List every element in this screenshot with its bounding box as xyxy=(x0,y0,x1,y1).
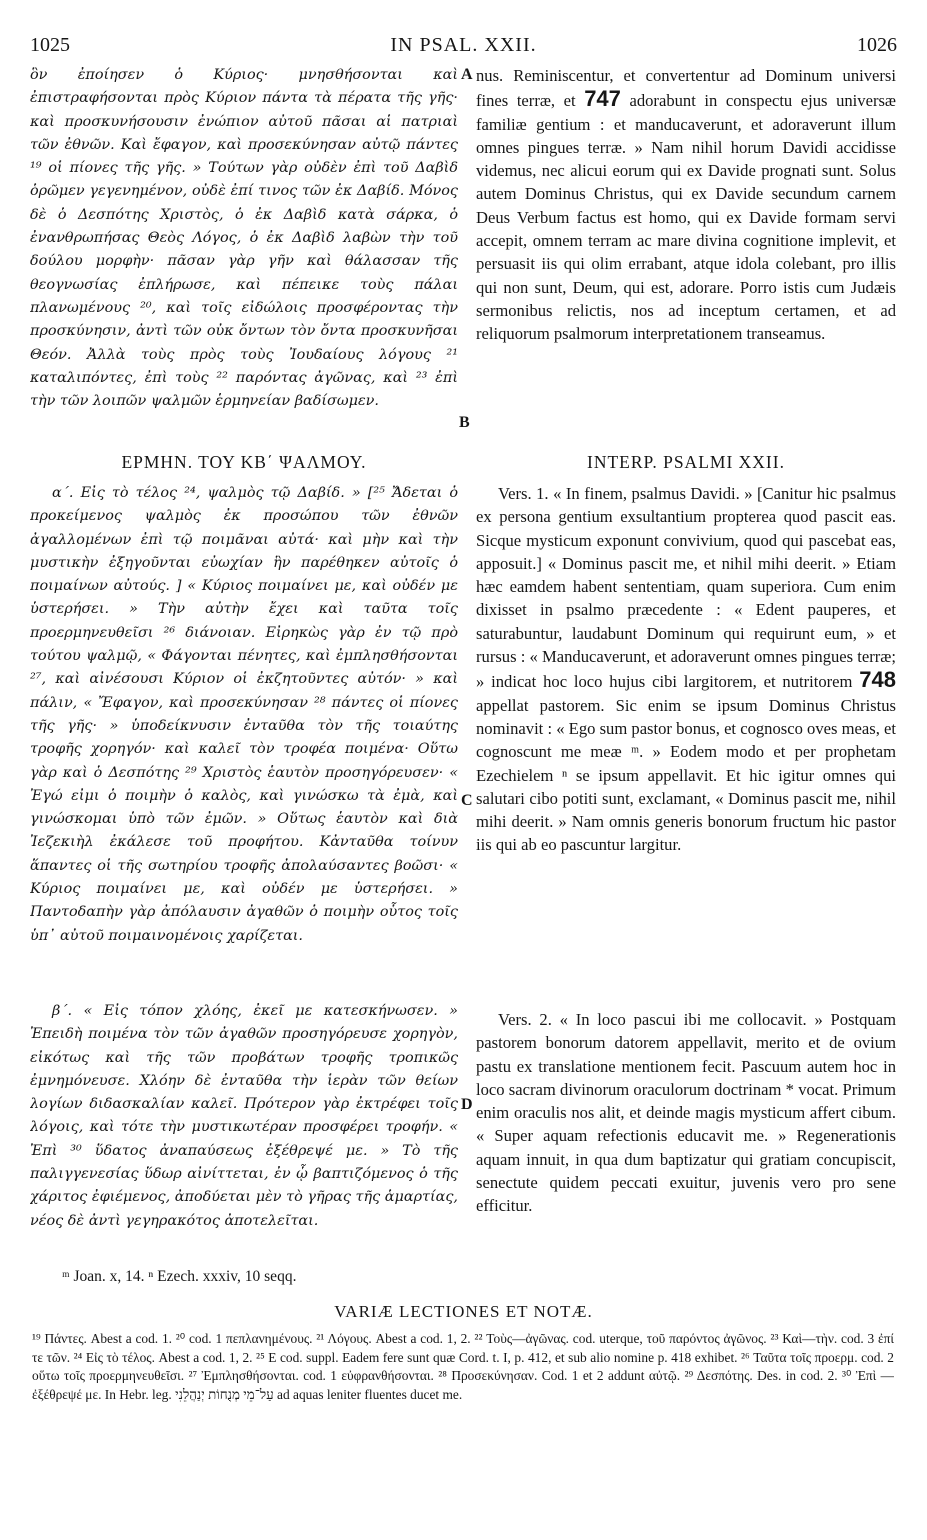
variant-notes-text: ¹⁹ Πάντες. Abest a cod. 1. ²⁰ cod. 1 πεπλανημένους. ²¹ Λόγους. Abest a cod. 1, 2. ²² Τοὺς—ἀγῶνας. cod. uterque, τοῦ παρόντος ἀγῶνος. ²³ Καὶ—τὴν. cod. 3 ἐπί τε τῶν. ²⁴ Εἰς τὸ τέλος. Abest a cod. 1, 2. ²⁵ E cod. suppl. Eadem fere sunt quæ Cord. t. I, p. 412, et sub alio nomine p. 418 exhibet. ²⁶ Ταῦτα τοῖς προερμ. cod. 2 οὕτω τοῖς προερμηνευθεῖσι. ²⁷ Ἐμπλησθήσονται. cod. 1 εὐφρανθήσονται. ²⁸ Προσεκύνησαν. Cod. 1 et 2 addunt αὐτῷ. ²⁹ Δεσπότης. Des. in cod. 2. ³⁰ Ἐπὶ — ἐξέθρεψέ με. In Hebr. leg. עַל־מֵי מְנֻחוֹת יְנַהֲלֵנִי ad aquas leniter fluentes ducet me. xyxy=(32,1331,894,1402)
latin-verse-2-text: Vers. 2. « In loco pascui ibi me collocavit. » Postquam pastorem bonorum datorem appellavit, merito et de ovium pastu ex translatione mentionem fecit. Pascuum autem hoc in loco sacram divinorum oraculorum doctrinam * vocat. Primum enim oraculis nos alit, et deinde magis mysticum affert cibum. « Super aquam refectionis educavit me. » Regenerationis aquam innuit, in qua dum baptizatur qui gratiam concupiscit, senectute quidem peccati exuitur, juvenis vero pro sene efficitur. xyxy=(476,1010,896,1216)
greek-intro xyxy=(30,64,458,448)
greek-verse-1-text: α΄. Εἰς τὸ τέλος ²⁴, ψαλμὸς τῷ Δαβίδ. » [²⁵ Ἄδεται ὁ προκείμενος ψαλμὸς ἐκ προσώπου τῶν ἐθνῶν ἀγαλλομένων ἐπὶ τῷ ποιμᾶναι αὐτά· καὶ μὴν καὶ τὴν μυστικὴν ἐξηγοῦνται εὐωχίαν ἣν παρέθηκεν αὐτοῖς ὁ ποιμαίνων αὐτούς. ] « Κύριος ποιμαίνει με, καὶ οὐδέν με ὑστερήσει. » Τὴν αὐτὴν ἔχει καὶ ταῦτα τοῖς προερμηνευθεῖσι ²⁶ διάνοιαν. Εἰρηκὼς γὰρ ἐν τῷ πρὸ τούτου ψαλμῷ, « Φάγονται πένητες, καὶ ἐμπλησθήσονται ²⁷, καὶ αἰνέσουσι Κύριον οἱ ἐκζητοῦντες αὐτόν· » καὶ πάλιν, « Ἔφαγον, καὶ προσεκύνησαν ²⁸ πάντες οἱ πίονες τῆς γῆς· » ὑποδείκνυσιν ἐνταῦθα τὸν τῆς τοιαύτης τροφῆς χορηγόν· καὶ καλεῖ τὸν τροφέα ποιμένα· Οὕτω γὰρ καὶ ὁ Δεσπότης ²⁹ Χριστὸς ἑαυτὸν προσηγόρευσεν· « Ἐγώ εἰμι ὁ ποιμὴν ὁ καλὸς, καὶ γινώσκω τὰ ἐμὰ, καὶ γινώσκομαι ὑπὸ τῶν ἐμῶν. » Οὕτως ἑαυτὸν καὶ διὰ Ἰεζεκιὴλ ἐκάλεσε τοῦ προφήτου. Κἀνταῦθα τοίνυν ἅπαντες οἱ τῆς σωτηρίου τροφῆς ἀπολαύσαντες βοῶσι· « Κύριος ποιμαίνει με, καὶ οὐδέν με ὑστερήσει. » Παντοδαπὴν γὰρ ἀπόλαυσιν ἀγαθῶν ὁ ποιμὴν οὗτος τοῖς ὑπ᾽ αὐτοῦ ποιμαινομένοις χαρίζεται. xyxy=(30,485,458,944)
running-head xyxy=(30,34,897,62)
latin-section-title: INTERP. PSALMI XXII. xyxy=(587,452,785,472)
page-number-left: 1025 xyxy=(30,34,70,56)
scripture-references: ᵐ Joan. x, 14. ⁿ Ezech. xxxiv, 10 seqq. xyxy=(62,1268,297,1285)
latin-verse-1 xyxy=(476,482,896,968)
greek-verse-2-text: β΄. « Εἰς τόπον χλόης, ἐκεῖ με κατεσκήνωσεν. » Ἐπειδὴ ποιμένα τὸν τῶν ἀγαθῶν προσηγόρευσε χορηγὸν, εἰκότως καὶ τῆς τῶν προβάτων τροφῆς τροπικῶς ἐμνημόνευσε. Χλόην δὲ ἐνταῦθα τὴν ἱερὰν τῶν θείων λογίων διδασκαλίαν καλεῖ. Πρότερον γὰρ ἐκτρέφει τοῖς λόγοις, καὶ τότε τὴν μυστικωτέραν προσφέρει τροφήν. « Ἐπὶ ³⁰ ὕδατος ἀναπαύσεως ἐξέθρεψέ με. » Τὸ τῆς παλιγγενεσίας ὕδωρ αἰνίττεται, ἐν ᾧ βαπτιζόμενος ὁ τῆς χάριτος ἐφιέμενος, ἀποδύεται μὲν τὸ γῆρας τῆς ἁμαρτίας, νέος δὲ ἀντὶ γεγηρακότος ἀποτελεῖται. xyxy=(30,1003,458,1229)
latin-intro xyxy=(476,64,896,424)
page-number-right: 1026 xyxy=(857,34,897,56)
greek-verse-1 xyxy=(30,482,458,990)
page-title: IN PSAL. XXII. xyxy=(390,34,537,56)
greek-section-title: ΕΡΜΗΝ. ΤΟΥ ΚΒ΄ ΨΑΛΜΟΥ. xyxy=(121,452,367,472)
margin-letter-d: D xyxy=(461,1096,473,1113)
latin-intro-part-a: nus. Reminiscentur, et convertentur ad Dominum universi fines terræ, et xyxy=(476,66,896,111)
greek-verse-2 xyxy=(30,1000,458,1248)
latin-verse-1-text xyxy=(476,482,896,857)
margin-letter-c: C xyxy=(461,792,473,809)
latin-verse-1-part-a: Vers. 1. « In finem, psalmus Davidi. » [Canitur hic psalmus ex persona gentium exsultantium propterea quod pascit eas. Sicque mysticum exponunt convivium, quod qui pascebat eas, apposuit.] « Dominus pascit me, et nihil mihi deerit. » Etiam hæc eamdem habent sententiam, quam superiora. Cum enim dixisset in psalmo præcedente : « Edent pauperes, et saturabuntur, laudabunt Dominum qui requirunt eum, » et rursus : « Manducaverunt, et adoraverunt omnes pingues terræ; » indicat hoc loco hujus cibi largitorem, et nutritorem xyxy=(476,484,896,692)
column-number-747: 747 xyxy=(584,86,621,112)
latin-verse-2 xyxy=(476,1008,896,1244)
margin-letter-b: B xyxy=(459,414,470,431)
latin-verse-1-part-b: appellat pastorem. Sic enim se ipsum Dominus Christus nominavit : « Ego sum pastor bonus, et cognosco oves meas, et cognoscunt me meæ ᵐ. » Eodem modo et per prophetam Ezechielem ⁿ se ipsum appellavit. Et hic igitur omnes qui salutari cibo potiti sunt, exclamant, « Dominus pascit me, nihil mihi deerit. » Nam omnis generis bonorum fructum hic pastor iis qui ab eo pascuntur largitur. xyxy=(476,695,896,855)
notes-title: VARIÆ LECTIONES ET NOTÆ. xyxy=(334,1302,593,1321)
latin-intro-text xyxy=(476,64,896,346)
greek-intro-text: ὃν ἐποίησεν ὁ Κύριος· μνησθήσονται καὶ ἐπιστραφήσονται πρὸς Κύριον πάντα τὰ πέρατα τῆς γῆς· καὶ προσκυνήσουσιν ἐνώπιον αὐτοῦ πᾶσαι αἱ πατριαὶ τῶν ἐθνῶν. Καὶ ἔφαγον, καὶ προσεκύνησαν αὐτῷ πάντες ¹⁹ οἱ πίονες τῆς γῆς. » Τούτων γὰρ οὐδὲν ἐπὶ τοῦ Δαβὶδ ὁρῶμεν γεγενημένον, οὐδὲ ἐπί τινος τῶν ἐκ Δαβίδ. Μόνος δὲ ὁ Δεσπότης Χριστὸς, ὁ ἐκ Δαβὶδ κατὰ σάρκα, ὁ ἐνανθρωπήσας Θεὸς Λόγος, ὁ ἐκ Δαβὶδ λαβὼν τὴν τοῦ δούλου μορφὴν· πᾶσαν γὰρ γῆν καὶ θάλασσαν τῆς θεογνωσίας ἐπλήρωσε, καὶ πέπεικε τοὺς πάλαι πλανωμένους ²⁰, καὶ τοῖς εἰδώλοις προσφέροντας τὴν προσκύνησιν, ἀντὶ τῶν οὐκ ὄντων τὸν ὄντα προσκυνῆσαι Θεόν. Ἀλλὰ τοὺς πρὸς τοὺς Ἰουδαίους λόγους ²¹ καταλιπόντες, ἐπὶ τοὺς ²² παρόντας ἀγῶνας, καὶ ²³ ἐπὶ τὴν τῶν λοιπῶν ψαλμῶν ἑρμηνείαν βαδίσωμεν. xyxy=(30,67,458,410)
latin-intro-part-b: adorabunt in conspectu ejus universæ familiæ gentium : et manducaverunt, et adoraverunt illum omnes pingues terræ. » Nam nihil horum Davidi accidisse videmus, nec alicui eorum qui ex Davide prognati sunt. Solus autem Dominus Christus, qui ex Davide secundum carnem Deus Verbum factus est homo, qui ex Davide formam servi accepit, omnem terram ac mare divina cognitione implevit, et persuasit iis qui olim errabant, atque idola colebant, pro illis qui non sunt, Deum, qui est, adorare. Porro istis cum Judæis sermonibus relictis, nos ad inceptum certamen, et ad reliquorum psalmorum interpretationem transeamus. xyxy=(476,91,896,344)
variant-notes xyxy=(32,1330,894,1480)
column-number-748: 748 xyxy=(859,667,896,693)
margin-letter-a: A xyxy=(461,66,473,83)
